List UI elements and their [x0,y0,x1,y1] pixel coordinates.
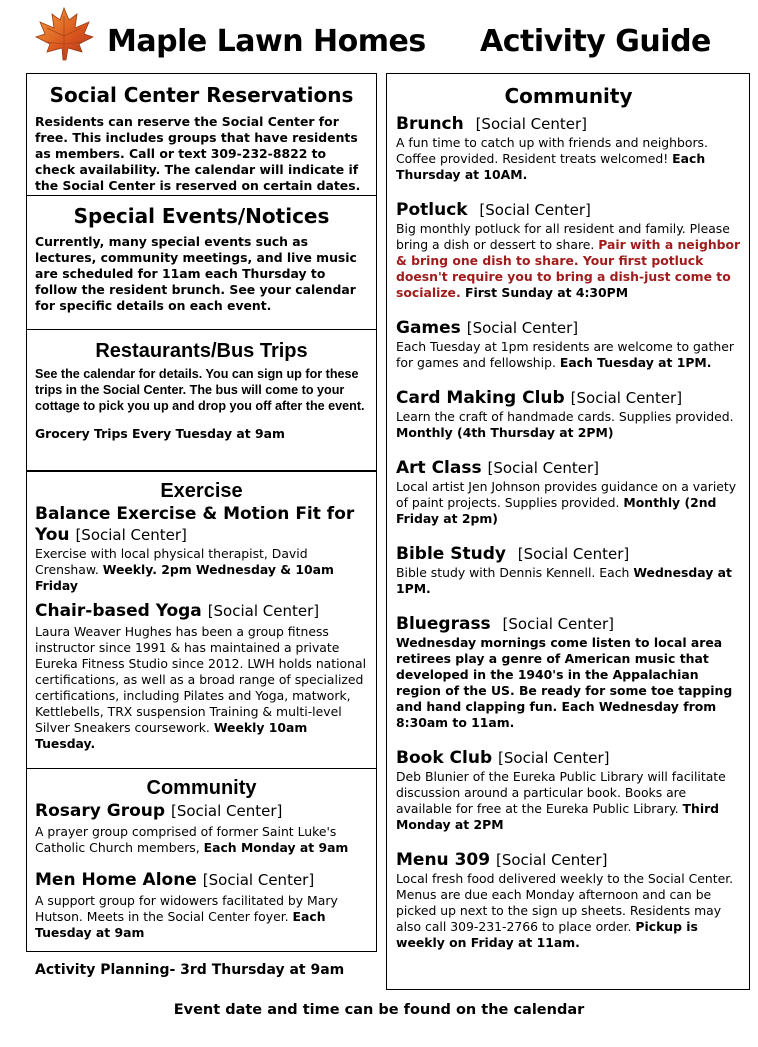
community-item: Games [Social Center] Each Tuesday at 1pm residents are welcome to gather for games and fellowship. Each Tuesday at 1PM. [396,318,734,370]
activity-planning-note: Activity Planning- 3rd Thursday at 9am [35,962,345,978]
community-left-section [26,768,377,952]
item-tag: [Social Center] [487,459,599,477]
exercise-item-title: Chair-based Yoga [Social Center] [35,601,320,621]
community-item: Book Club [Social Center] Deb Blunier of the Eureka Public Library will facilitate discussion around a particular book. Books are available for free at the Eureka Public Library. Third Monday at 2PM [396,748,726,832]
community-item: Bible Study [Social Center] Bible study with Dennis Kennell. Each Wednesday at 1PM. [396,544,732,596]
community-item: Brunch [Social Center] A fun time to catch up with friends and neighbors. Coffee provided. Resident treats welcomed! Each Thursday at 10AM. [396,114,708,182]
special-events-title: Special Events/Notices [73,204,330,228]
item-tag: [Social Center] [570,389,683,407]
exercise-title: Exercise [160,480,243,502]
reservations-section [26,73,377,196]
community-right-section [386,73,750,990]
community-item: Art Class [Social Center] Local artist Jen Johnson provides guidance on a variety of paint projects. Supplies provided. Monthly (2nd Friday at 2pm) [396,458,737,526]
item-tag: [Social Center] [498,749,610,767]
item-name: Bible Study [396,544,506,564]
item-tag: [Social Center] [517,545,630,563]
item-tag: [Social Center] [502,615,614,633]
restaurants-section [26,329,377,471]
item-tag: [Social Center] [475,115,588,133]
community-item: Bluegrass [Social Center] Wednesday mornings come listen to local area retirees play a genre of American music that developed in the 1940's in the Appalachian region of the US. Be ready for some toe tapping and hand clapping fun. Each Wednesday from 8:30am to 11am. [396,614,733,730]
community-item: Card Making Club [Social Center] Learn the craft of handmade cards. Supplies provided. Monthly (4th Thursday at 2PM) [396,388,734,440]
community-item [35,801,368,856]
community-right-title: Community [504,84,633,108]
community-item-desc: A support group for widowers facilitated by Mary Hutson. Meets in the Social Center foyer. Each Tuesday at 9am [35,893,338,940]
item-name: Brunch [396,114,464,134]
community-item: Potluck [Social Center] Big monthly potluck for all resident and family. Please bring a dish or dessert to share. Pair with a neighbor & bring one dish to share. Your first potluck doesn't require you to bring a dish-just come to socialize. First Sunday at 4:30PM [396,200,741,300]
community-item-desc: A prayer group comprised of former Saint Luke's Catholic Church members, Each Monday at 9am [35,824,349,855]
restaurants-title: Restaurants/Bus Trips [95,340,308,362]
page-title: Maple Lawn Homes [107,24,426,59]
community-item [35,870,368,941]
exercise-item [35,601,368,752]
exercise-item-desc: Laura Weaver Hughes has been a group fitness instructor since 1991 & has maintained a private Eureka Fitness Studio since 2012. LWH holds national certifications, as well as a broad range of specialized certifications, including Pilates and Yoga, matwork, Kettlebells, TRX suspension Training & multi-level Silver Sneakers coursework. Weekly 10am Tuesday. [35,624,367,751]
grocery-trips: Grocery Trips Every Tuesday at 9am [35,426,285,441]
item-tag: [Social Center] [479,201,591,219]
exercise-item-title: Balance Exercise & Motion Fit for You [Social Center] [35,504,355,545]
community-item: Menu 309 [Social Center] Local fresh food delivered weekly to the Social Center. Menus are due each Monday afternoon and can be picked up next to the sign up sheets. Residents may also call 309-231-2766 to place order. Pickup is weekly on Friday at 11am. [396,850,734,950]
item-name: Book Club [396,748,493,768]
item-name: Menu 309 [396,850,491,870]
page-subtitle: Activity Guide [480,24,711,59]
footer-note: Event date and time can be found on the calendar [173,1002,585,1018]
item-name: Games [396,318,461,338]
special-events-section [26,195,377,330]
reservations-body: Residents can reserve the Social Center for free. This includes groups that have residents as members. Call or text 309-232-8822 to check availability. The calendar will indicate if the Social Center is reserved on certain dates. [35,114,361,193]
item-tag: [Social Center] [466,319,579,337]
item-name: Bluegrass [396,614,491,634]
item-tag: [Social Center] [495,851,608,869]
reservations-title: Social Center Reservations [49,83,354,107]
exercise-item-desc: Exercise with local physical therapist, David Crenshaw. Weekly. 2pm Wednesday & 10am Friday [35,546,334,593]
community-item-title: Men Home Alone [Social Center] [35,870,315,890]
community-left-title: Community [146,777,257,799]
community-item-title: Rosary Group [Social Center] [35,801,283,821]
exercise-section [26,471,377,769]
exercise-item [35,504,368,594]
special-events-body: Currently, many special events such as lectures, community meetings, and live music are scheduled for 11am each Thursday to follow the resident brunch. See your calendar for specific details on each event. [35,234,357,313]
restaurants-body: See the calendar for details. You can sign up for these trips in the Social Center. The bus will come to your cottage to pick you up and drop you off after the event. [35,367,365,413]
item-name: Art Class [396,458,482,478]
item-name: Potluck [396,200,468,220]
item-name: Card Making Club [396,388,565,408]
maple-leaf-icon [33,6,95,62]
